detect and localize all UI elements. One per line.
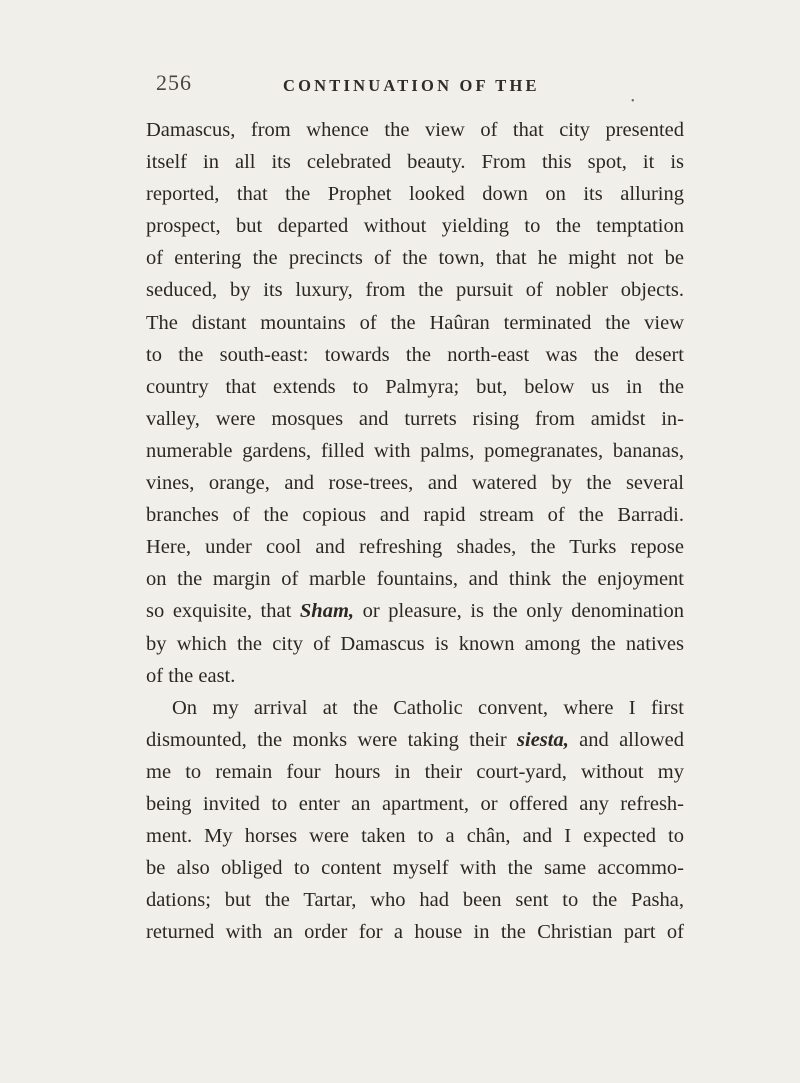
text-line: be also obliged to content myself with the same accommo- [146, 857, 684, 880]
text-line: of entering the precincts of the town, that he might not be [146, 247, 684, 270]
text-line: returned with an order for a house in the Christian part of [146, 921, 684, 944]
text-line: seduced, by its luxury, from the pursuit of nobler objects. [146, 279, 684, 302]
text-line: itself in all its celebrated beauty. From this spot, it is [146, 151, 684, 174]
text-line [146, 724, 684, 756]
text-line [146, 595, 684, 627]
text-segment: dismounted, the monks were taking their [146, 728, 518, 751]
text-segment: so exquisite, that [146, 600, 300, 623]
text-segment: and allowed [568, 728, 684, 751]
text-line: branches of the copious and rapid stream of the Barradi. [146, 504, 684, 527]
text-segment: or pleasure, is the only denomination [354, 600, 684, 623]
text-line: on the margin of marble fountains, and think the enjoyment [146, 568, 684, 591]
text-line: valley, were mosques and turrets rising from amidst in- [146, 407, 684, 430]
text-line: Here, under cool and refreshing shades, the Turks repose [146, 536, 684, 559]
running-head: CONTINUATION OF THE [283, 76, 540, 95]
text-line: vines, orange, and rose-trees, and watered by the several [146, 472, 684, 495]
paragraph-start-line: On my arrival at the Catholic convent, where I first [172, 696, 684, 719]
text-line: reported, that the Prophet looked down on its alluring [146, 183, 684, 206]
text-line: of the east. [146, 664, 236, 687]
italic-term-siesta: siesta, [517, 728, 569, 751]
text-line: prospect, but departed without yielding to the temptation [146, 215, 684, 238]
body-text [146, 114, 684, 948]
page-number: 256 [156, 70, 192, 95]
text-line: dations; but the Tartar, who had been sent to the Pasha, [146, 889, 684, 912]
text-line: being invited to enter an apartment, or offered any refresh- [146, 792, 684, 815]
text-line: Damascus, from whence the view of that city presented [146, 119, 684, 141]
text-line: by which the city of Damascus is known among the natives [146, 632, 684, 655]
text-line: numerable gardens, filled with palms, pomegranates, bananas, [146, 439, 684, 462]
italic-term-sham: Sham, [299, 600, 355, 623]
text-line: to the south-east: towards the north-east was the desert [146, 343, 684, 366]
text-line: The distant mountains of the Haûran terminated the view [146, 311, 684, 334]
text-line: ment. My horses were taken to a chân, and I expected to [146, 825, 684, 848]
text-line: me to remain four hours in their court-yard, without my [146, 760, 684, 783]
text-line: country that extends to Palmyra; but, below us in the [146, 375, 684, 398]
stray-ink-mark: • [631, 96, 635, 107]
